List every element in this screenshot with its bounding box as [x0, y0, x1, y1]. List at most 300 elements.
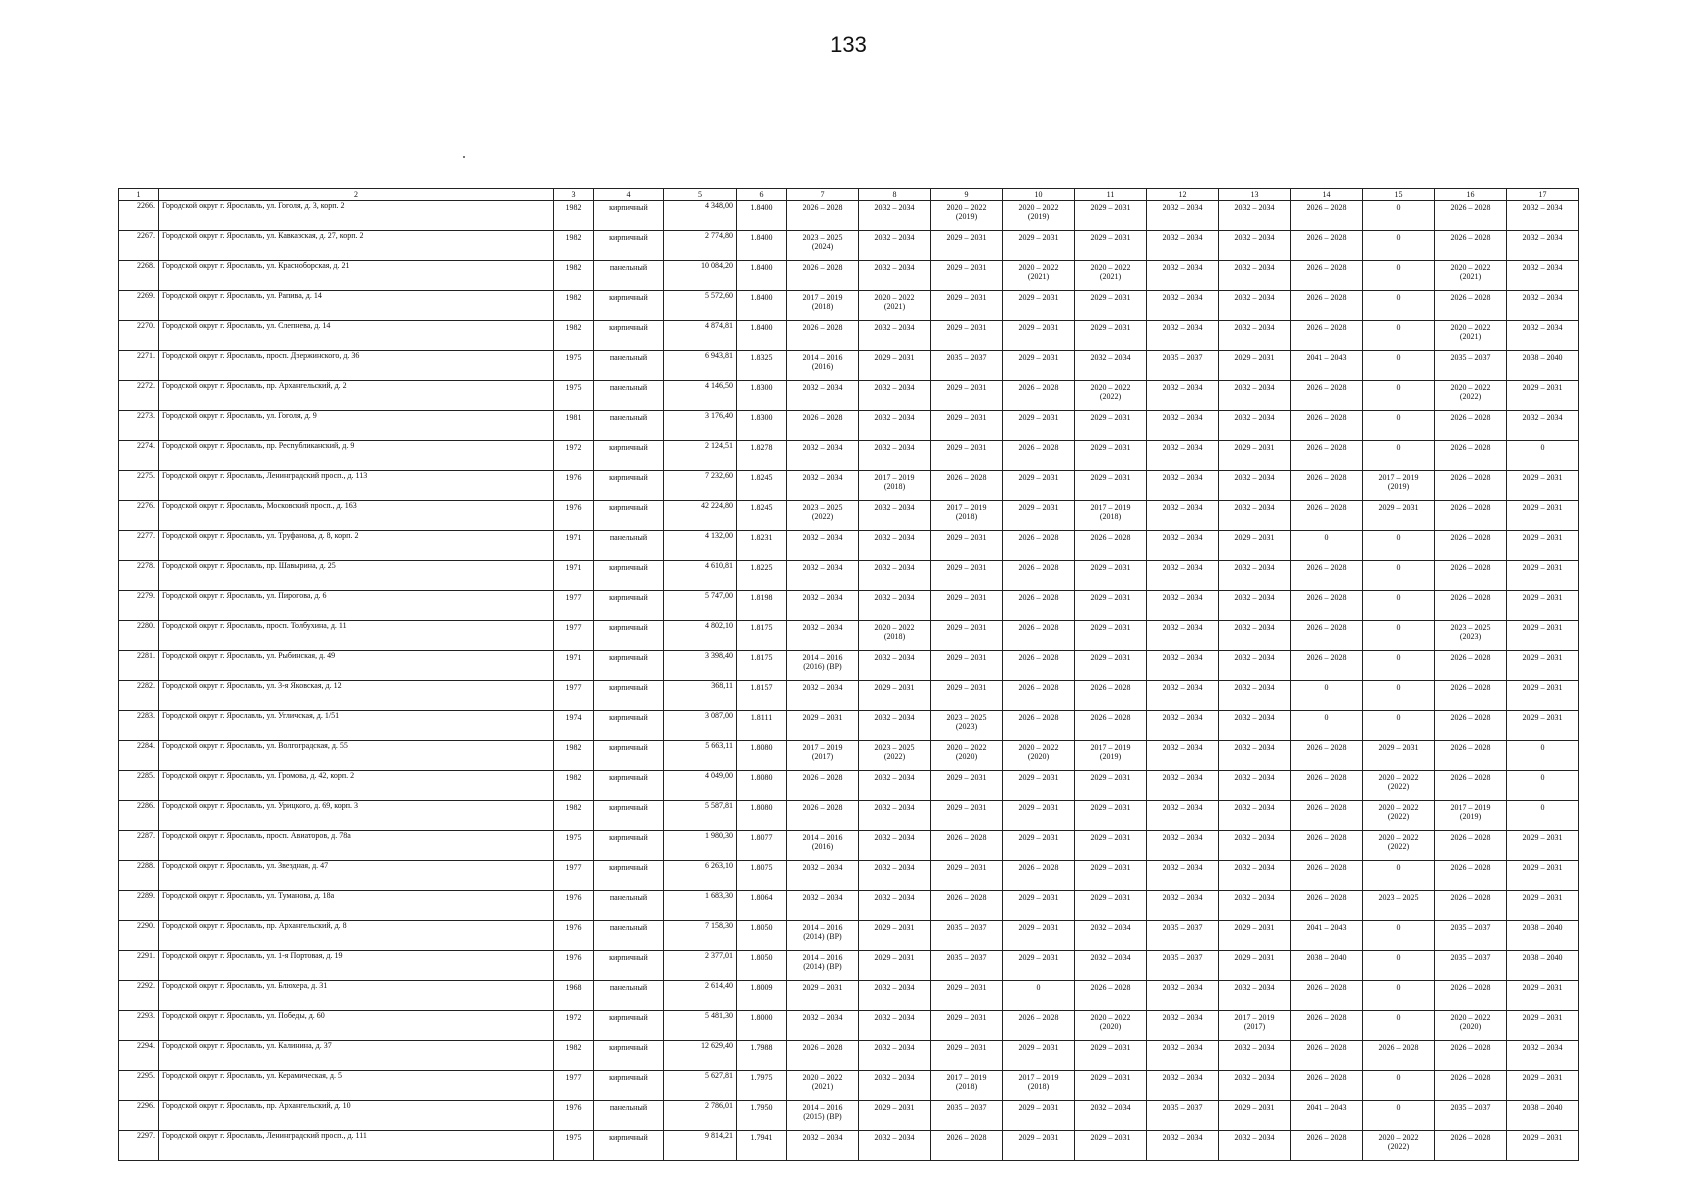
table-cell: 2029 – 2031: [1219, 441, 1291, 471]
table-cell: 2026 – 2028: [1291, 381, 1363, 411]
table-cell: 2029 – 2031: [1075, 861, 1147, 891]
table-cell: 1.8300: [737, 411, 787, 441]
table-cell: 2026 – 2028: [931, 891, 1003, 921]
table-cell: 1982: [554, 321, 594, 351]
row-number-cell: 2276.: [119, 501, 159, 531]
column-header-14: 14: [1291, 189, 1363, 201]
table-cell: 2017 – 2019 (2018): [787, 291, 859, 321]
table-cell: 2026 – 2028: [1003, 1011, 1075, 1041]
table-cell: 2035 – 2037: [1147, 921, 1219, 951]
row-number-cell: 2296.: [119, 1101, 159, 1131]
address-cell: Городской округ г. Ярославль, ул. Рапива, д. 14: [159, 291, 554, 321]
table-cell: 1977: [554, 621, 594, 651]
table-cell: 1976: [554, 471, 594, 501]
area-cell: 2 774,80: [664, 231, 737, 261]
table-cell: 2026 – 2028: [1435, 591, 1507, 621]
table-cell: кирпичный: [594, 1011, 664, 1041]
table-cell: 2032 – 2034: [1147, 681, 1219, 711]
table-cell: 0: [1363, 951, 1435, 981]
table-cell: 1.8064: [737, 891, 787, 921]
table-cell: 2026 – 2028: [1435, 201, 1507, 231]
address-cell: Городской округ г. Ярославль, Ленинградский просп., д. 111: [159, 1131, 554, 1161]
area-cell: 42 224,80: [664, 501, 737, 531]
row-number-cell: 2266.: [119, 201, 159, 231]
table-cell: 1.8300: [737, 381, 787, 411]
table-cell: 2014 – 2016 (2014) (ВР): [787, 921, 859, 951]
table-cell: 1.8077: [737, 831, 787, 861]
table-cell: 0: [1363, 1071, 1435, 1101]
table-cell: 1982: [554, 261, 594, 291]
table-cell: 2032 – 2034: [1219, 321, 1291, 351]
table-cell: 1.7950: [737, 1101, 787, 1131]
table-cell: 2029 – 2031: [1075, 621, 1147, 651]
table-cell: 2026 – 2028: [1291, 1071, 1363, 1101]
table-cell: 1.8050: [737, 921, 787, 951]
area-cell: 3 176,40: [664, 411, 737, 441]
table-cell: 2017 – 2019 (2018): [1003, 1071, 1075, 1101]
address-cell: Городской округ г. Ярославль, ул. Звездная, д. 47: [159, 861, 554, 891]
table-cell: 2029 – 2031: [1003, 291, 1075, 321]
table-cell: 2032 – 2034: [1147, 591, 1219, 621]
table-cell: 2029 – 2031: [931, 411, 1003, 441]
table-cell: 2020 – 2022 (2019): [931, 201, 1003, 231]
table-cell: 1971: [554, 561, 594, 591]
table-cell: кирпичный: [594, 801, 664, 831]
row-number-cell: 2285.: [119, 771, 159, 801]
table-row: [119, 471, 1579, 501]
table-row: [119, 741, 1579, 771]
table-cell: 2032 – 2034: [1075, 1101, 1147, 1131]
table-cell: 2020 – 2022 (2022): [1363, 1131, 1435, 1161]
table-cell: 1976: [554, 1101, 594, 1131]
table-cell: 2032 – 2034: [1147, 291, 1219, 321]
table-cell: 2032 – 2034: [787, 681, 859, 711]
table-cell: 2029 – 2031: [1075, 801, 1147, 831]
table-cell: 1.7988: [737, 1041, 787, 1071]
table-cell: 0: [1363, 531, 1435, 561]
address-cell: Городской округ г. Ярославль, ул. 1-я Портовая, д. 19: [159, 951, 554, 981]
row-number-cell: 2292.: [119, 981, 159, 1011]
table-cell: 2026 – 2028: [1003, 861, 1075, 891]
table-cell: панельный: [594, 351, 664, 381]
table-cell: 2032 – 2034: [1147, 621, 1219, 651]
table-cell: 2032 – 2034: [1147, 1131, 1219, 1161]
area-cell: 5 572,60: [664, 291, 737, 321]
table-row: [119, 441, 1579, 471]
table-row: [119, 951, 1579, 981]
table-cell: 2038 – 2040: [1507, 921, 1579, 951]
address-cell: Городской округ г. Ярославль, пр. Архангельский, д. 10: [159, 1101, 554, 1131]
address-cell: Городской округ г. Ярославль, просп. Авиаторов, д. 78а: [159, 831, 554, 861]
table-cell: 2017 – 2019 (2018): [1075, 501, 1147, 531]
table-cell: 2029 – 2031: [1003, 1101, 1075, 1131]
table-cell: 2029 – 2031: [1507, 561, 1579, 591]
table-cell: 1977: [554, 591, 594, 621]
address-cell: Городской округ г. Ярославль, пр. Архангельский, д. 2: [159, 381, 554, 411]
table-cell: 2026 – 2028: [1003, 381, 1075, 411]
table-cell: панельный: [594, 891, 664, 921]
table-cell: 2029 – 2031: [931, 231, 1003, 261]
table-cell: 1.8400: [737, 261, 787, 291]
area-cell: 4 049,00: [664, 771, 737, 801]
row-number-cell: 2293.: [119, 1011, 159, 1041]
table-cell: 2032 – 2034: [1507, 261, 1579, 291]
table-row: [119, 621, 1579, 651]
table-cell: 2029 – 2031: [1003, 411, 1075, 441]
row-number-cell: 2274.: [119, 441, 159, 471]
table-cell: 2014 – 2016 (2015) (ВР): [787, 1101, 859, 1131]
table-cell: 2026 – 2028: [1075, 711, 1147, 741]
table-cell: кирпичный: [594, 1071, 664, 1101]
table-cell: 2026 – 2028: [1291, 321, 1363, 351]
column-header-4: 4: [594, 189, 664, 201]
table-row: [119, 1041, 1579, 1071]
header-row: [119, 189, 1579, 201]
row-number-cell: 2270.: [119, 321, 159, 351]
area-cell: 4 802,10: [664, 621, 737, 651]
table-cell: 2032 – 2034: [1219, 831, 1291, 861]
table-cell: 2032 – 2034: [1219, 801, 1291, 831]
table-cell: 2032 – 2034: [1219, 711, 1291, 741]
address-cell: Городской округ г. Ярославль, ул. 3-я Яковская, д. 12: [159, 681, 554, 711]
area-cell: 368,11: [664, 681, 737, 711]
table-cell: 2017 – 2019 (2018): [859, 471, 931, 501]
table-cell: 2026 – 2028: [1435, 681, 1507, 711]
table-cell: 1981: [554, 411, 594, 441]
column-header-13: 13: [1219, 189, 1291, 201]
address-cell: Городской округ г. Ярославль, ул. Блюхера, д. 31: [159, 981, 554, 1011]
table-cell: 2017 – 2019 (2017): [1219, 1011, 1291, 1041]
row-number-cell: 2283.: [119, 711, 159, 741]
table-row: [119, 831, 1579, 861]
table-cell: 1977: [554, 861, 594, 891]
table-cell: 2020 – 2022 (2021): [859, 291, 931, 321]
table-row: [119, 561, 1579, 591]
table-cell: 1.7941: [737, 1131, 787, 1161]
table-cell: 2026 – 2028: [1435, 651, 1507, 681]
table-cell: 2032 – 2034: [1147, 801, 1219, 831]
column-header-9: 9: [931, 189, 1003, 201]
table-cell: 2029 – 2031: [1219, 531, 1291, 561]
table-cell: 2032 – 2034: [1219, 471, 1291, 501]
table-cell: 1976: [554, 921, 594, 951]
table-cell: 1982: [554, 291, 594, 321]
row-number-cell: 2268.: [119, 261, 159, 291]
table-cell: 2029 – 2031: [1363, 741, 1435, 771]
area-cell: 3 398,40: [664, 651, 737, 681]
table-cell: 2032 – 2034: [1219, 261, 1291, 291]
table-cell: 2029 – 2031: [1075, 771, 1147, 801]
table-cell: 2029 – 2031: [1003, 501, 1075, 531]
table-cell: 1.8050: [737, 951, 787, 981]
table-cell: 2032 – 2034: [1147, 861, 1219, 891]
area-cell: 7 158,30: [664, 921, 737, 951]
table-cell: 1.8400: [737, 291, 787, 321]
table-cell: 2026 – 2028: [1075, 681, 1147, 711]
table-row: [119, 711, 1579, 741]
address-cell: Городской округ г. Ярославль, ул. Калинина, д. 37: [159, 1041, 554, 1071]
table-cell: 1.8080: [737, 801, 787, 831]
table-cell: 2026 – 2028: [1291, 1011, 1363, 1041]
table-cell: 2029 – 2031: [1219, 351, 1291, 381]
table-cell: 2026 – 2028: [787, 771, 859, 801]
table-cell: 1975: [554, 381, 594, 411]
table-cell: 2032 – 2034: [1219, 621, 1291, 651]
table-cell: 2029 – 2031: [1075, 1041, 1147, 1071]
table-cell: 2029 – 2031: [1507, 651, 1579, 681]
table-cell: 2032 – 2034: [1219, 411, 1291, 441]
table-cell: 2029 – 2031: [1507, 1131, 1579, 1161]
table-cell: 2029 – 2031: [1507, 1011, 1579, 1041]
table-row: [119, 591, 1579, 621]
table-row: [119, 261, 1579, 291]
area-cell: 5 587,81: [664, 801, 737, 831]
table-cell: 2029 – 2031: [1363, 501, 1435, 531]
table-cell: 2029 – 2031: [1075, 441, 1147, 471]
table-cell: 2032 – 2034: [1075, 951, 1147, 981]
table-cell: 2032 – 2034: [787, 531, 859, 561]
table-cell: 2026 – 2028: [1075, 531, 1147, 561]
table-cell: 0: [1507, 771, 1579, 801]
address-cell: Городской округ г. Ярославль, пр. Архангельский, д. 8: [159, 921, 554, 951]
row-number-cell: 2278.: [119, 561, 159, 591]
table-cell: 1971: [554, 651, 594, 681]
address-cell: Городской округ г. Ярославль, ул. Угличская, д. 1/51: [159, 711, 554, 741]
table-cell: 1977: [554, 1071, 594, 1101]
table-cell: 2038 – 2040: [1507, 951, 1579, 981]
table-cell: 2032 – 2034: [1147, 321, 1219, 351]
table-cell: 2026 – 2028: [1435, 831, 1507, 861]
table-cell: 2017 – 2019 (2019): [1363, 471, 1435, 501]
table-cell: 1.8157: [737, 681, 787, 711]
table-cell: 2032 – 2034: [859, 261, 931, 291]
table-row: [119, 291, 1579, 321]
table-cell: 0: [1363, 651, 1435, 681]
table-cell: 2032 – 2034: [1219, 591, 1291, 621]
table-cell: 2029 – 2031: [1075, 411, 1147, 441]
table-cell: 2026 – 2028: [1435, 531, 1507, 561]
address-cell: Городской округ г. Ярославль, ул. Пирогова, д. 6: [159, 591, 554, 621]
table-cell: 2029 – 2031: [1003, 1131, 1075, 1161]
table-cell: 2026 – 2028: [1003, 591, 1075, 621]
table-cell: 2032 – 2034: [1507, 201, 1579, 231]
table-row: [119, 801, 1579, 831]
table-cell: 2026 – 2028: [1291, 471, 1363, 501]
table-cell: 2032 – 2034: [1075, 921, 1147, 951]
scan-speck: [463, 156, 465, 158]
table-cell: 2032 – 2034: [859, 561, 931, 591]
table-cell: 2032 – 2034: [1147, 771, 1219, 801]
table-cell: 2026 – 2028: [1291, 231, 1363, 261]
table-cell: 2029 – 2031: [931, 1041, 1003, 1071]
table-cell: 2032 – 2034: [1219, 771, 1291, 801]
table-cell: 2020 – 2022 (2022): [1435, 381, 1507, 411]
table-cell: 2026 – 2028: [1075, 981, 1147, 1011]
row-number-cell: 2297.: [119, 1131, 159, 1161]
table-cell: 2032 – 2034: [859, 381, 931, 411]
address-cell: Городской округ г. Ярославль, ул. Гоголя, д. 9: [159, 411, 554, 441]
column-header-10: 10: [1003, 189, 1075, 201]
table-row: [119, 411, 1579, 441]
table-row: [119, 771, 1579, 801]
area-cell: 6 263,10: [664, 861, 737, 891]
table-cell: 2023 – 2025 (2023): [1435, 621, 1507, 651]
table-cell: 1.8080: [737, 771, 787, 801]
table-row: [119, 201, 1579, 231]
table-cell: 2032 – 2034: [1147, 711, 1219, 741]
area-cell: 4 610,81: [664, 561, 737, 591]
table-cell: 2020 – 2022 (2021): [1435, 321, 1507, 351]
table-cell: 1982: [554, 201, 594, 231]
table-cell: 0: [1363, 591, 1435, 621]
table-cell: 2041 – 2043: [1291, 1101, 1363, 1131]
table-cell: 2026 – 2028: [787, 411, 859, 441]
table-cell: 1982: [554, 771, 594, 801]
table-cell: 1982: [554, 741, 594, 771]
table-cell: 2020 – 2022 (2021): [1075, 261, 1147, 291]
table-cell: 2029 – 2031: [1507, 891, 1579, 921]
table-cell: 1976: [554, 891, 594, 921]
table-cell: 2029 – 2031: [1075, 651, 1147, 681]
table-cell: 2026 – 2028: [1291, 741, 1363, 771]
column-header-8: 8: [859, 189, 931, 201]
table-cell: 2032 – 2034: [859, 201, 931, 231]
table-cell: 0: [1363, 351, 1435, 381]
table-cell: 2032 – 2034: [1507, 411, 1579, 441]
column-header-12: 12: [1147, 189, 1219, 201]
table-cell: 0: [1363, 561, 1435, 591]
table-cell: 2026 – 2028: [787, 261, 859, 291]
table-cell: 2020 – 2022 (2020): [1075, 1011, 1147, 1041]
table-cell: 2026 – 2028: [1291, 981, 1363, 1011]
table-cell: 2029 – 2031: [1075, 561, 1147, 591]
table-cell: кирпичный: [594, 741, 664, 771]
table-cell: 2041 – 2043: [1291, 921, 1363, 951]
table-cell: 2026 – 2028: [1435, 291, 1507, 321]
table-cell: 2032 – 2034: [1147, 831, 1219, 861]
table-cell: кирпичный: [594, 681, 664, 711]
table-cell: 1.8000: [737, 1011, 787, 1041]
column-header-17: 17: [1507, 189, 1579, 201]
table-cell: 2029 – 2031: [931, 621, 1003, 651]
table-cell: 2026 – 2028: [1003, 711, 1075, 741]
table-cell: 1.8225: [737, 561, 787, 591]
table-cell: 2035 – 2037: [1147, 351, 1219, 381]
table-cell: 1.8400: [737, 201, 787, 231]
address-cell: Городской округ г. Ярославль, пр. Республиканский, д. 9: [159, 441, 554, 471]
table-cell: 2029 – 2031: [931, 681, 1003, 711]
table-cell: 0: [1363, 381, 1435, 411]
table-cell: 2035 – 2037: [1435, 951, 1507, 981]
table-row: [119, 381, 1579, 411]
table-cell: 2026 – 2028: [1291, 411, 1363, 441]
table-cell: 0: [1363, 231, 1435, 261]
table-cell: 0: [1003, 981, 1075, 1011]
table-cell: 1.7975: [737, 1071, 787, 1101]
table-cell: 1.8245: [737, 501, 787, 531]
table-cell: 2029 – 2031: [1507, 1071, 1579, 1101]
table-cell: 2032 – 2034: [1147, 651, 1219, 681]
row-number-cell: 2277.: [119, 531, 159, 561]
table-cell: 2026 – 2028: [1435, 1041, 1507, 1071]
address-cell: Городской округ г. Ярославль, ул. Победы, д. 60: [159, 1011, 554, 1041]
row-number-cell: 2271.: [119, 351, 159, 381]
table-cell: 2032 – 2034: [859, 831, 931, 861]
area-cell: 3 087,00: [664, 711, 737, 741]
table-cell: 2032 – 2034: [1219, 891, 1291, 921]
table-cell: 2026 – 2028: [931, 471, 1003, 501]
table-cell: 2023 – 2025 (2023): [931, 711, 1003, 741]
table-cell: 2029 – 2031: [931, 531, 1003, 561]
table-cell: 2026 – 2028: [1435, 471, 1507, 501]
table-cell: 2032 – 2034: [1507, 291, 1579, 321]
table-cell: 2026 – 2028: [1291, 831, 1363, 861]
table-cell: 2032 – 2034: [1147, 741, 1219, 771]
table-cell: 2026 – 2028: [1435, 501, 1507, 531]
table-cell: 2032 – 2034: [859, 981, 931, 1011]
table-cell: 2020 – 2022 (2020): [931, 741, 1003, 771]
table-cell: 2032 – 2034: [1147, 471, 1219, 501]
table-row: [119, 681, 1579, 711]
table-cell: 2020 – 2022 (2021): [1435, 261, 1507, 291]
table-cell: 2032 – 2034: [1219, 291, 1291, 321]
area-cell: 4 348,00: [664, 201, 737, 231]
area-cell: 4 874,81: [664, 321, 737, 351]
table-body: [119, 201, 1579, 1161]
column-header-7: 7: [787, 189, 859, 201]
table-cell: 2035 – 2037: [931, 921, 1003, 951]
column-header-11: 11: [1075, 189, 1147, 201]
table-row: [119, 351, 1579, 381]
table-cell: 2029 – 2031: [1003, 471, 1075, 501]
table-cell: 2026 – 2028: [1435, 741, 1507, 771]
table-cell: 2017 – 2019 (2019): [1435, 801, 1507, 831]
table-cell: 2020 – 2022 (2020): [1003, 741, 1075, 771]
table-cell: 2023 – 2025: [1363, 891, 1435, 921]
table-cell: 2029 – 2031: [1075, 831, 1147, 861]
address-cell: Городской округ г. Ярославль, ул. Гоголя, д. 3, корп. 2: [159, 201, 554, 231]
table-cell: 2026 – 2028: [1291, 261, 1363, 291]
table-cell: 2032 – 2034: [859, 231, 931, 261]
table-cell: 1977: [554, 681, 594, 711]
table-cell: 2026 – 2028: [1435, 231, 1507, 261]
table-cell: кирпичный: [594, 1041, 664, 1071]
table-cell: 2029 – 2031: [1507, 621, 1579, 651]
table-cell: 2029 – 2031: [1075, 471, 1147, 501]
table-cell: кирпичный: [594, 651, 664, 681]
table-cell: 2032 – 2034: [1219, 681, 1291, 711]
table-cell: 2029 – 2031: [1003, 321, 1075, 351]
table-cell: 1972: [554, 441, 594, 471]
table-cell: 1.8245: [737, 471, 787, 501]
table-cell: 2029 – 2031: [1507, 861, 1579, 891]
table-cell: 2026 – 2028: [787, 1041, 859, 1071]
table-cell: 2014 – 2016 (2016): [787, 351, 859, 381]
table-cell: 2026 – 2028: [1435, 771, 1507, 801]
table-cell: 2026 – 2028: [1291, 561, 1363, 591]
table-cell: панельный: [594, 381, 664, 411]
table-cell: 2026 – 2028: [1291, 441, 1363, 471]
table-cell: 2026 – 2028: [931, 1131, 1003, 1161]
address-cell: Городской округ г. Ярославль, ул. Труфанова, д. 8, корп. 2: [159, 531, 554, 561]
area-cell: 10 084,20: [664, 261, 737, 291]
table-cell: 1971: [554, 531, 594, 561]
table-cell: 2032 – 2034: [859, 441, 931, 471]
row-number-cell: 2280.: [119, 621, 159, 651]
table-cell: 2029 – 2031: [1003, 891, 1075, 921]
table-cell: 2029 – 2031: [1507, 681, 1579, 711]
row-number-cell: 2287.: [119, 831, 159, 861]
